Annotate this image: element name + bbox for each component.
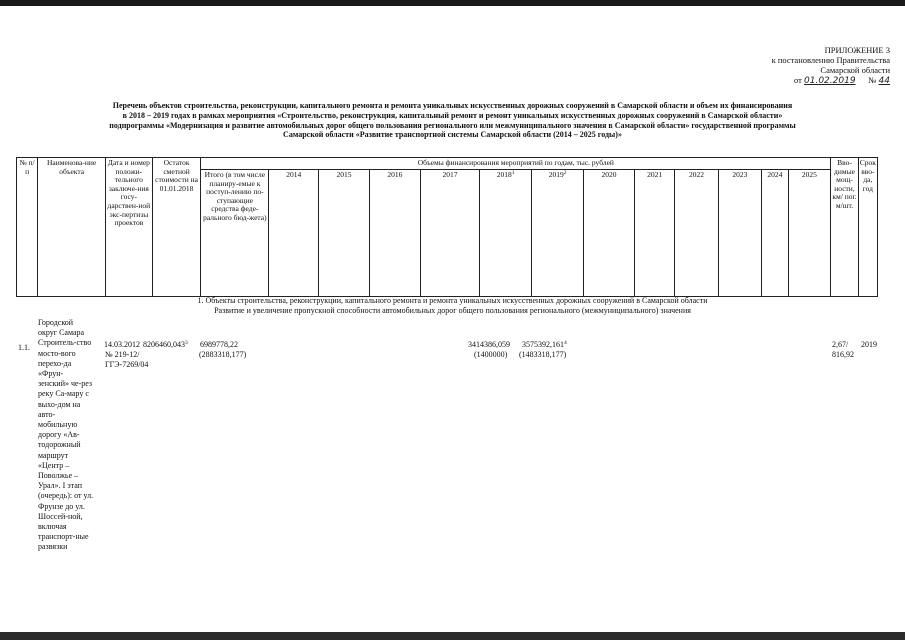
date-prefix: от	[794, 75, 802, 85]
value-2019-footnote-mark: 4	[564, 340, 567, 346]
header-year-2019	[532, 170, 584, 297]
capacity-value: 2,67/ 816,92	[832, 340, 854, 359]
header-expertise-date: Дата и номер положи-тельного заключе-ния госу-дарствен-ной экс-пертизы проектов	[106, 158, 153, 297]
header-term: Срок вво-да, год	[858, 158, 877, 297]
header-year-2021: 2021	[634, 170, 674, 297]
scan-top-edge	[0, 0, 905, 6]
appendix-line-2: к постановлению Правительства	[771, 55, 890, 65]
total-federal-value: (2883318,177)	[199, 350, 247, 359]
header-year-2023: 2023	[718, 170, 761, 297]
value-2018: 3414386,059	[468, 340, 510, 349]
value-2019	[522, 340, 567, 350]
header-year-2018	[480, 170, 532, 297]
heading-line-3: подпрограммы «Модернизация и развитие автомобильных дорог общего пользования регионального или межмуниципального значения в Самарской области» государственной программы	[109, 120, 796, 130]
header-year-2014: 2014	[269, 170, 319, 297]
remaining-cost-footnote-mark: 3	[185, 340, 188, 346]
document-heading	[20, 101, 885, 140]
header-year-2022: 2022	[675, 170, 718, 297]
object-name-column	[38, 318, 100, 553]
value-2018-federal: (1400000)	[474, 350, 508, 359]
year-2019-footnote-mark: 2	[563, 170, 567, 176]
expertise-number: № 219-12/ГГЭ-7269/04	[105, 350, 149, 369]
term-value: 2019	[861, 340, 877, 349]
appendix-title: ПРИЛОЖЕНИЕ 3	[824, 45, 890, 55]
header-year-2015: 2015	[319, 170, 370, 297]
header-object-name: Наименова-ние объекта	[38, 158, 106, 297]
date-value: 01.02.2019	[804, 76, 856, 86]
year-2019-label: 2019	[548, 170, 564, 179]
header-year-2024: 2024	[762, 170, 789, 297]
header-num: № п/п	[17, 158, 38, 297]
heading-line-1: Перечень объектов строительства, реконструкции, капитального ремонта и ремонта уникальных искусственных дорожных сооружений в Самарской области и объем их финансирования	[112, 101, 793, 110]
header-year-2017: 2017	[420, 170, 479, 297]
header-year-2016: 2016	[369, 170, 420, 297]
section-subtitle: Развитие и увеличение пропускной способности автомобильных дорог общего пользования регионального (межмуниципального) значения	[214, 305, 691, 315]
header-remaining-cost: Остаток сметной стоимости на 01.01.2018	[152, 158, 201, 297]
header-capacity: Вво-димые мощ-ности, км/ пог. м/шт.	[831, 158, 859, 297]
heading-line-2: в 2018 – 2019 годах в рамках мероприятия «Строительство, реконструкция, капитальный ремонт и ремонт уникальных искусственных дорожных сооружений в Самарской области»	[122, 110, 783, 120]
header-year-2020: 2020	[584, 170, 635, 297]
value-2019-federal: (1483318,177)	[519, 350, 567, 359]
scan-bottom-edge	[0, 632, 905, 640]
appendix-block	[690, 45, 890, 86]
header-year-2025: 2025	[788, 170, 831, 297]
funding-table	[16, 157, 878, 297]
object-name: Строитель-ство мосто-вого перехо-да «Фрун-зенский» че-рез реку Са-мару с выхо-дом на авто-мобильную дорогу «Ав-тодорожный маршрут «Центр – Поволжье – Урал». I этап (очередь): от ул. Фрунзе до ул. Шоссей-ной, включая транспорт-ные развязки	[38, 338, 94, 552]
number-prefix: №	[868, 75, 877, 85]
remaining-cost	[143, 340, 188, 350]
expertise-date: 14.03.2012	[104, 340, 140, 349]
section-heading	[20, 296, 885, 315]
appendix-line-3: Самарской области	[820, 65, 890, 75]
total-value: 6989778,22	[200, 340, 238, 349]
row-number: 1.1.	[18, 343, 30, 352]
heading-line-4: Самарской области «Развитие транспортной системы Самарской области (2014 – 2025 годы)»	[283, 130, 622, 140]
year-2018-footnote-mark: 1	[511, 170, 515, 176]
year-2018-label: 2018	[496, 170, 512, 179]
number-value: 44	[878, 76, 890, 86]
appendix-date-line	[690, 75, 890, 86]
header-total: Итого (в том числе планиру-емые к поступ-лению по-ступающие средства феде-рального бюд-жета)	[201, 170, 269, 297]
value-2019-amount: 3575392,161	[522, 340, 564, 349]
district-name: Городской округ Самара	[38, 318, 85, 338]
section-title: 1. Объекты строительства, реконструкции, капитального ремонта и ремонта уникальных искусственных дорожных сооружений в Самарской области	[197, 296, 708, 305]
header-funding-group: Объемы финансирования мероприятий по годам, тыс. рублей	[201, 158, 831, 170]
remaining-cost-value: 8206460,043	[143, 340, 185, 349]
